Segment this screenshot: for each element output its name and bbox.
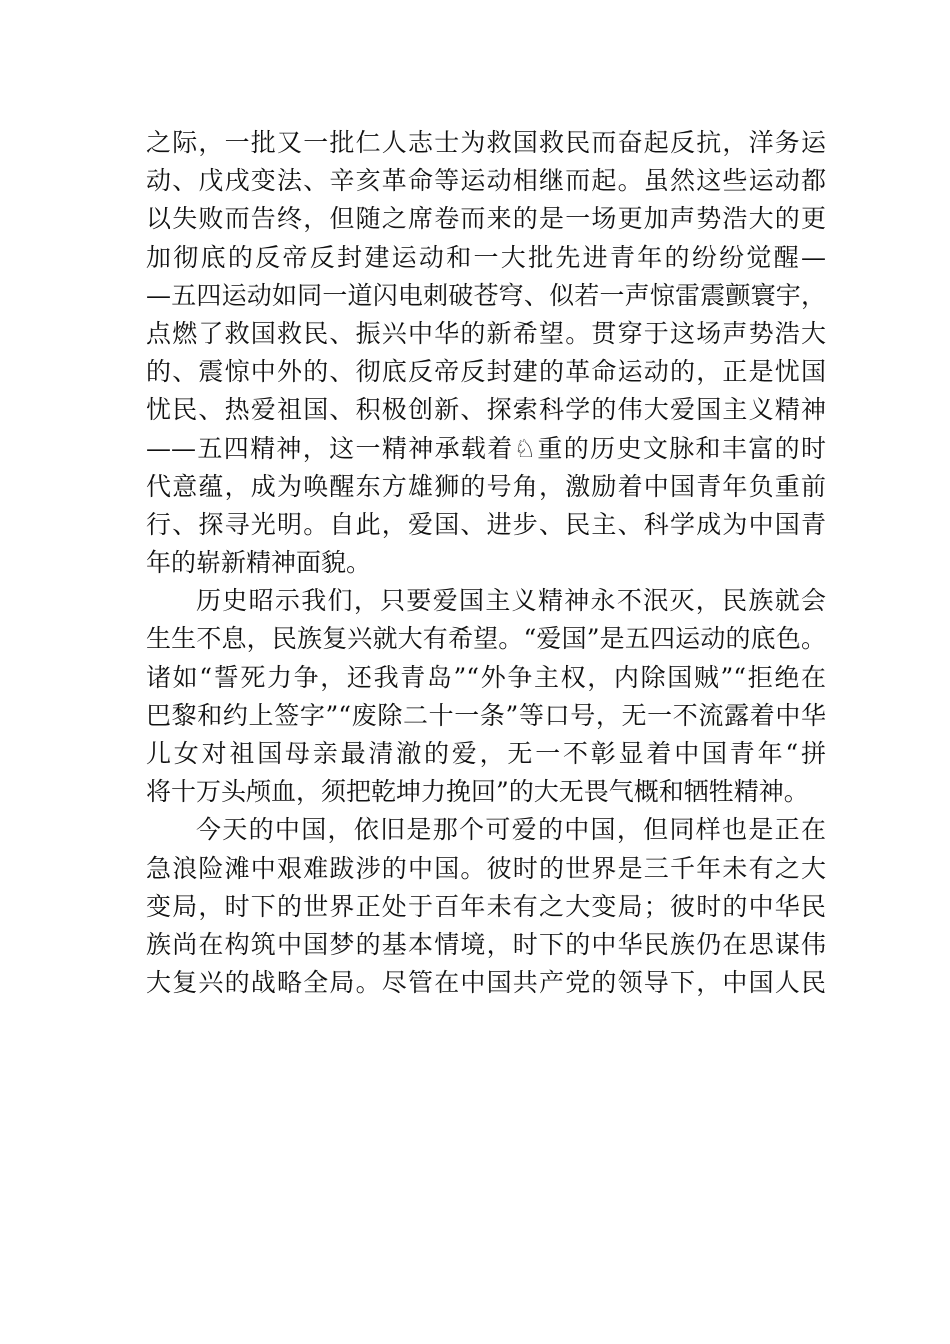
paragraph	[146, 124, 826, 582]
text-line: 之际，一批又一批仁人志士为救国救民而奋起反抗，洋务运	[146, 128, 826, 157]
text-line: 儿女对祖国母亲最清澈的爱，无一不彰显着中国青年“拼	[146, 739, 826, 768]
paragraph	[146, 582, 826, 811]
text-line: 行、探寻光明。自此，爱国、进步、民主、科学成为中国青	[146, 509, 826, 539]
text-line: —五四运动如同一道闪电刺破苍穹、似若一声惊雷震颤寰宇，	[146, 280, 826, 310]
text-line: 大复兴的战略全局。尽管在中国共产党的领导下，中国人民	[146, 968, 826, 998]
text-line: 将十万头颅血，须把乾坤力挽回”的大无畏气概和牺牲精神。	[146, 777, 809, 807]
text-line: ——五四精神，这一精神承载着♘重的历史文脉和丰富的时	[146, 433, 826, 463]
text-line: 加彻底的反帝反封建运动和一大批先进青年的纷纷觉醒—	[146, 242, 826, 272]
text-line: 以失败而告终，但随之席卷而来的是一场更加声势浩大的更	[146, 204, 826, 234]
text-line: 动、戊戌变法、辛亥革命等运动相继而起。虽然这些运动都	[146, 166, 826, 196]
text-line: 忧民、热爱祖国、积极创新、探索科学的伟大爱国主义精神	[146, 395, 826, 425]
text-line: 点燃了救国救民、振兴中华的新希望。贯穿于这场声势浩大	[146, 318, 826, 348]
text-line: 年的崭新精神面貌。	[146, 548, 372, 578]
text-line: 历史昭示我们，只要爱国主义精神永不泯灭，民族就会	[196, 586, 826, 616]
text-line: 诸如“誓死力争，还我青岛”“外争主权，内除国贼”“拒绝在	[146, 662, 826, 692]
text-line: 巴黎和约上签字”“废除二十一条”等口号，无一不流露着中华	[146, 700, 826, 730]
text-line: 今天的中国，依旧是那个可爱的中国，但同样也是正在	[196, 815, 826, 845]
paragraph	[146, 811, 826, 1002]
text-line: 变局，时下的世界正处于百年未有之大变局；彼时的中华民	[146, 891, 826, 921]
body-text	[146, 124, 826, 1002]
text-line: 代意蕴，成为唤醒东方雄狮的号角，激励着中国青年负重前	[146, 471, 826, 501]
text-line: 的、震惊中外的、彻底反帝反封建的革命运动的，正是忧国	[146, 357, 826, 387]
text-line: 族尚在构筑中国梦的基本情境，时下的中华民族仍在思谋伟	[146, 929, 826, 959]
text-line: 生生不息，民族复兴就大有希望。“爱国”是五四运动的底色。	[146, 624, 826, 654]
text-line: 急浪险滩中艰难跋涉的中国。彼时的世界是三千年未有之大	[146, 853, 826, 883]
